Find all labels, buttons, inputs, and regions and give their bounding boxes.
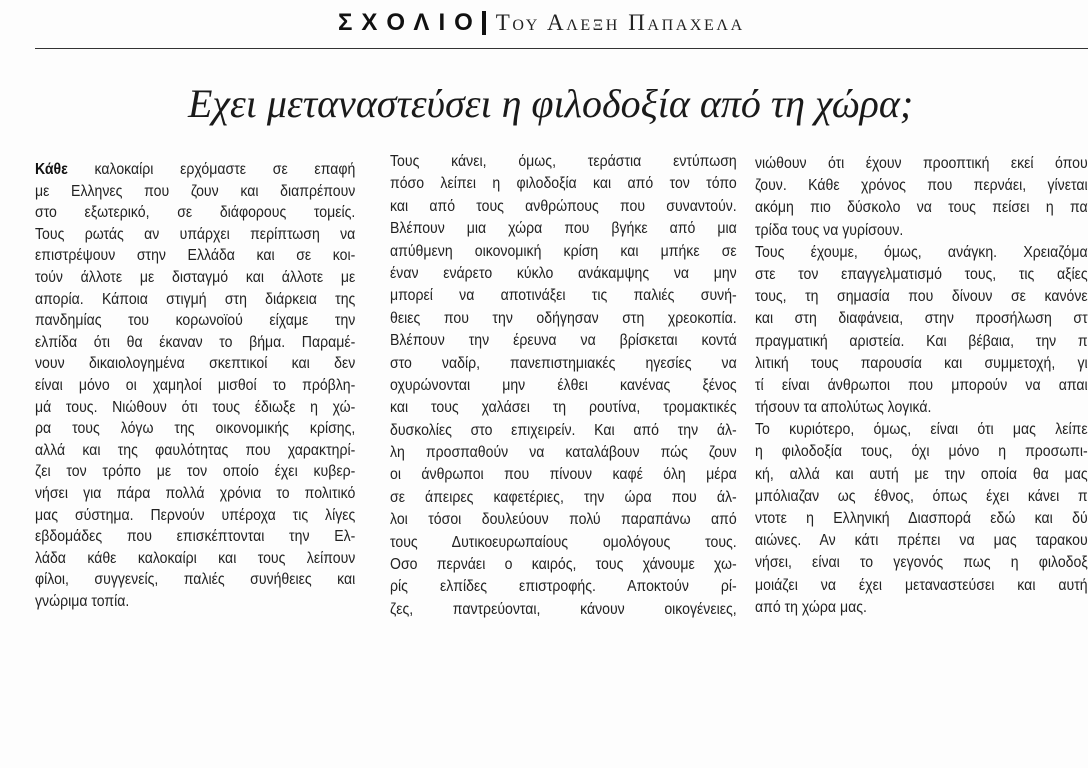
- text-line: Βλέπουν μια χώρα που βγήκε από μια: [390, 220, 737, 238]
- text-line: είναι μόνο οι χαμηλοί μισθοί το πρόβλη-: [35, 376, 356, 394]
- text-line: νήσει για πάρα πολλά χρόνια το πολιτικό: [35, 484, 356, 502]
- text-line: ζει τον τρόπο με τον οποίο έχει κυβερ-: [35, 463, 356, 481]
- text-line: τους Δυτικοευρωπαίους ομολόγους τους.: [390, 533, 737, 551]
- text-line: μά τους. Νιώθουν ότι τους έδιωξε η χώ-: [35, 398, 356, 416]
- text-line: δυσκολίες στο επιχειρείν. Και από την άλ-: [390, 421, 737, 439]
- text-line: νιώθουν ότι έχουν προοπτική εκεί όπου: [755, 155, 1088, 172]
- text-line: τί είναι άνθρωποι που μπορούν να απαι: [755, 376, 1088, 394]
- text-line: λη προσπαθούν να καταλάβουν πώς ζουν: [390, 444, 737, 462]
- text-line: λάδα κάθε καλοκαίρι και τους λείπουν: [35, 549, 356, 567]
- text-line: τρίδα τους να γυρίσουν.: [755, 221, 904, 239]
- author-byline: Του Αλεξη Παπαχελα: [495, 10, 745, 35]
- text-line: πανδημίας του κορωνοϊού είχαμε την: [35, 312, 356, 330]
- text-line: τους, τη σημασία που δίνουν σε κανόνε: [755, 288, 1088, 306]
- text-line: και τους χαλάσει τη ρουτίνα, τρομακτικές: [390, 399, 737, 417]
- text-line: κή, αλλά και αυτή με την οποία θα μας: [755, 465, 1088, 483]
- text-line: και στη διαφάνεια, στην προσήλωση στ: [755, 310, 1088, 328]
- text-line: ζουν. Κάθε χρόνος που περνάει, γίνεται: [755, 177, 1088, 195]
- text-line: οι άνθρωποι που πίνουν καφέ όλη μέρα: [390, 466, 737, 484]
- text-column-3: [755, 153, 1088, 619]
- text-line: μας σύστημα. Περνούν υπέροχα τις λίγες: [35, 506, 356, 524]
- column-header: [338, 6, 745, 40]
- text-line: ντοτε η Ελληνική Διασπορά εδώ και δύ: [755, 510, 1088, 527]
- text-line: νήσει, είναι το γεγονός πως η φιλοδοξ: [755, 554, 1088, 572]
- text-line: πραγματική αριστεία. Και βέβαια, την π: [755, 332, 1088, 350]
- text-line: ακόμη πιο δύσκολο να τους πείσει η πα: [755, 199, 1088, 217]
- text-line: και από τους ανθρώπους που συναντούν.: [390, 197, 737, 215]
- text-line: γνώριμα τοπία.: [35, 592, 130, 610]
- text-line: τούν άλλοτε με δισταγμό και άλλοτε με: [35, 268, 356, 286]
- text-line: ζες, παντρεύονται, κάνουν οικογένειες,: [390, 600, 737, 618]
- text-line: η φιλοδοξία τους, όχι μόνο η προσωπι-: [755, 443, 1088, 461]
- text-line: πόσο λείπει η φιλοδοξία και από τον τόπο: [390, 175, 737, 193]
- text-line: εβδομάδες που επισκέπτονται την Ελ-: [35, 528, 356, 546]
- text-line: Το κυριότερο, όμως, είναι ότι μας λείπε: [755, 421, 1088, 439]
- text-line: τήσουν τα απολύτως λογικά.: [755, 399, 932, 417]
- text-line: ελπίδα ότι θα έκαναν το βήμα. Παραμέ-: [35, 333, 356, 351]
- text-line: αιώνες. Αν κάτι πρέπει να μας ταρακου: [755, 532, 1088, 550]
- text-line: Βλέπουν την έρευνα να βρίσκεται κοντά: [390, 332, 737, 350]
- text-line: στο εξωτερικό, σε διάφορους τομείς.: [35, 204, 356, 222]
- article-title: Εχει μεταναστεύσει η φιλοδοξία από τη χώρα;: [188, 81, 914, 126]
- text-line: Οσο περνάει ο καιρός, τους χάνουμε χω-: [390, 556, 737, 574]
- text-line: έναν ενάρετο κύκλο ανάκαμψης να μην: [390, 264, 737, 282]
- text-line: σε άπειρες καφετέριες, την ώρα που άλ-: [390, 488, 737, 506]
- text-line: απορία. Κάποια στιγμή στη διάρκεια της: [35, 290, 356, 308]
- text-line: λιτική τους παρουσία και συμμετοχή, γι: [755, 354, 1088, 372]
- text-line: μπόλιαζαν ως έθνος, όπως έχει κάνει π: [755, 487, 1088, 505]
- header-rule: [35, 48, 1088, 49]
- text-line: ρίς ελπίδες επιστροφής. Αποκτούν ρί-: [390, 578, 737, 596]
- text-line: οχυρώνονται μην έλθει κανένας ξένος: [390, 376, 737, 394]
- text-line: επιστρέψουν στην Ελλάδα και σε κοι-: [35, 247, 356, 265]
- text-line: απύθμενη οικονομική κρίση και μπήκε σε: [390, 242, 737, 260]
- text-line: αλλά και της φαυλότητας που χαρακτηρί-: [35, 441, 356, 459]
- text-line: με Ελληνες που ζουν και διαπρέπουν: [35, 182, 356, 200]
- text-line: φίλοι, συγγενείς, παλιές συνήθειες και: [35, 571, 356, 589]
- text-line: μπορεί να αποτινάξει τις παλιές συνή-: [390, 287, 737, 305]
- section-label: ΣΧΟΛΙΟ: [338, 9, 482, 36]
- text-line: στε τον επαγγελματισμό τους, τις αξίες: [755, 265, 1088, 283]
- text-line: νουν δικαιολογημένα σκεπτικοί και δεν: [35, 355, 356, 373]
- lead-word: Κάθε: [35, 161, 68, 178]
- text-line: Τους ρωτάς αν υπάρχει περίπτωση να: [35, 225, 356, 243]
- text-line-rest: καλοκαίρι ερχόμαστε σε επαφή: [94, 161, 356, 178]
- text-line: θειες που την οδήγησαν στη χρεοκοπία.: [390, 309, 737, 327]
- text-column-1: [35, 159, 355, 612]
- text-line: ρα τους λόγω της οικονομικής κρίσης,: [35, 420, 356, 438]
- text-column-2: [390, 151, 737, 621]
- text-line: Τους κάνει, όμως, τεράστια εντύπωση: [390, 153, 737, 170]
- text-line: από τη χώρα μας.: [755, 598, 867, 616]
- header-divider: [482, 11, 486, 35]
- text-line: Τους έχουμε, όμως, ανάγκη. Χρειαζόμα: [755, 243, 1088, 261]
- text-line: [35, 159, 355, 181]
- text-line: στο ναδίρ, πανεπιστημιακές ηγεσίες να: [390, 354, 737, 372]
- text-line: λοι τόσοι δουλεύουν πολύ παραπάνω από: [390, 511, 737, 529]
- text-line: μοιάζει να έχει μεταναστεύσει και αυτή: [755, 576, 1088, 594]
